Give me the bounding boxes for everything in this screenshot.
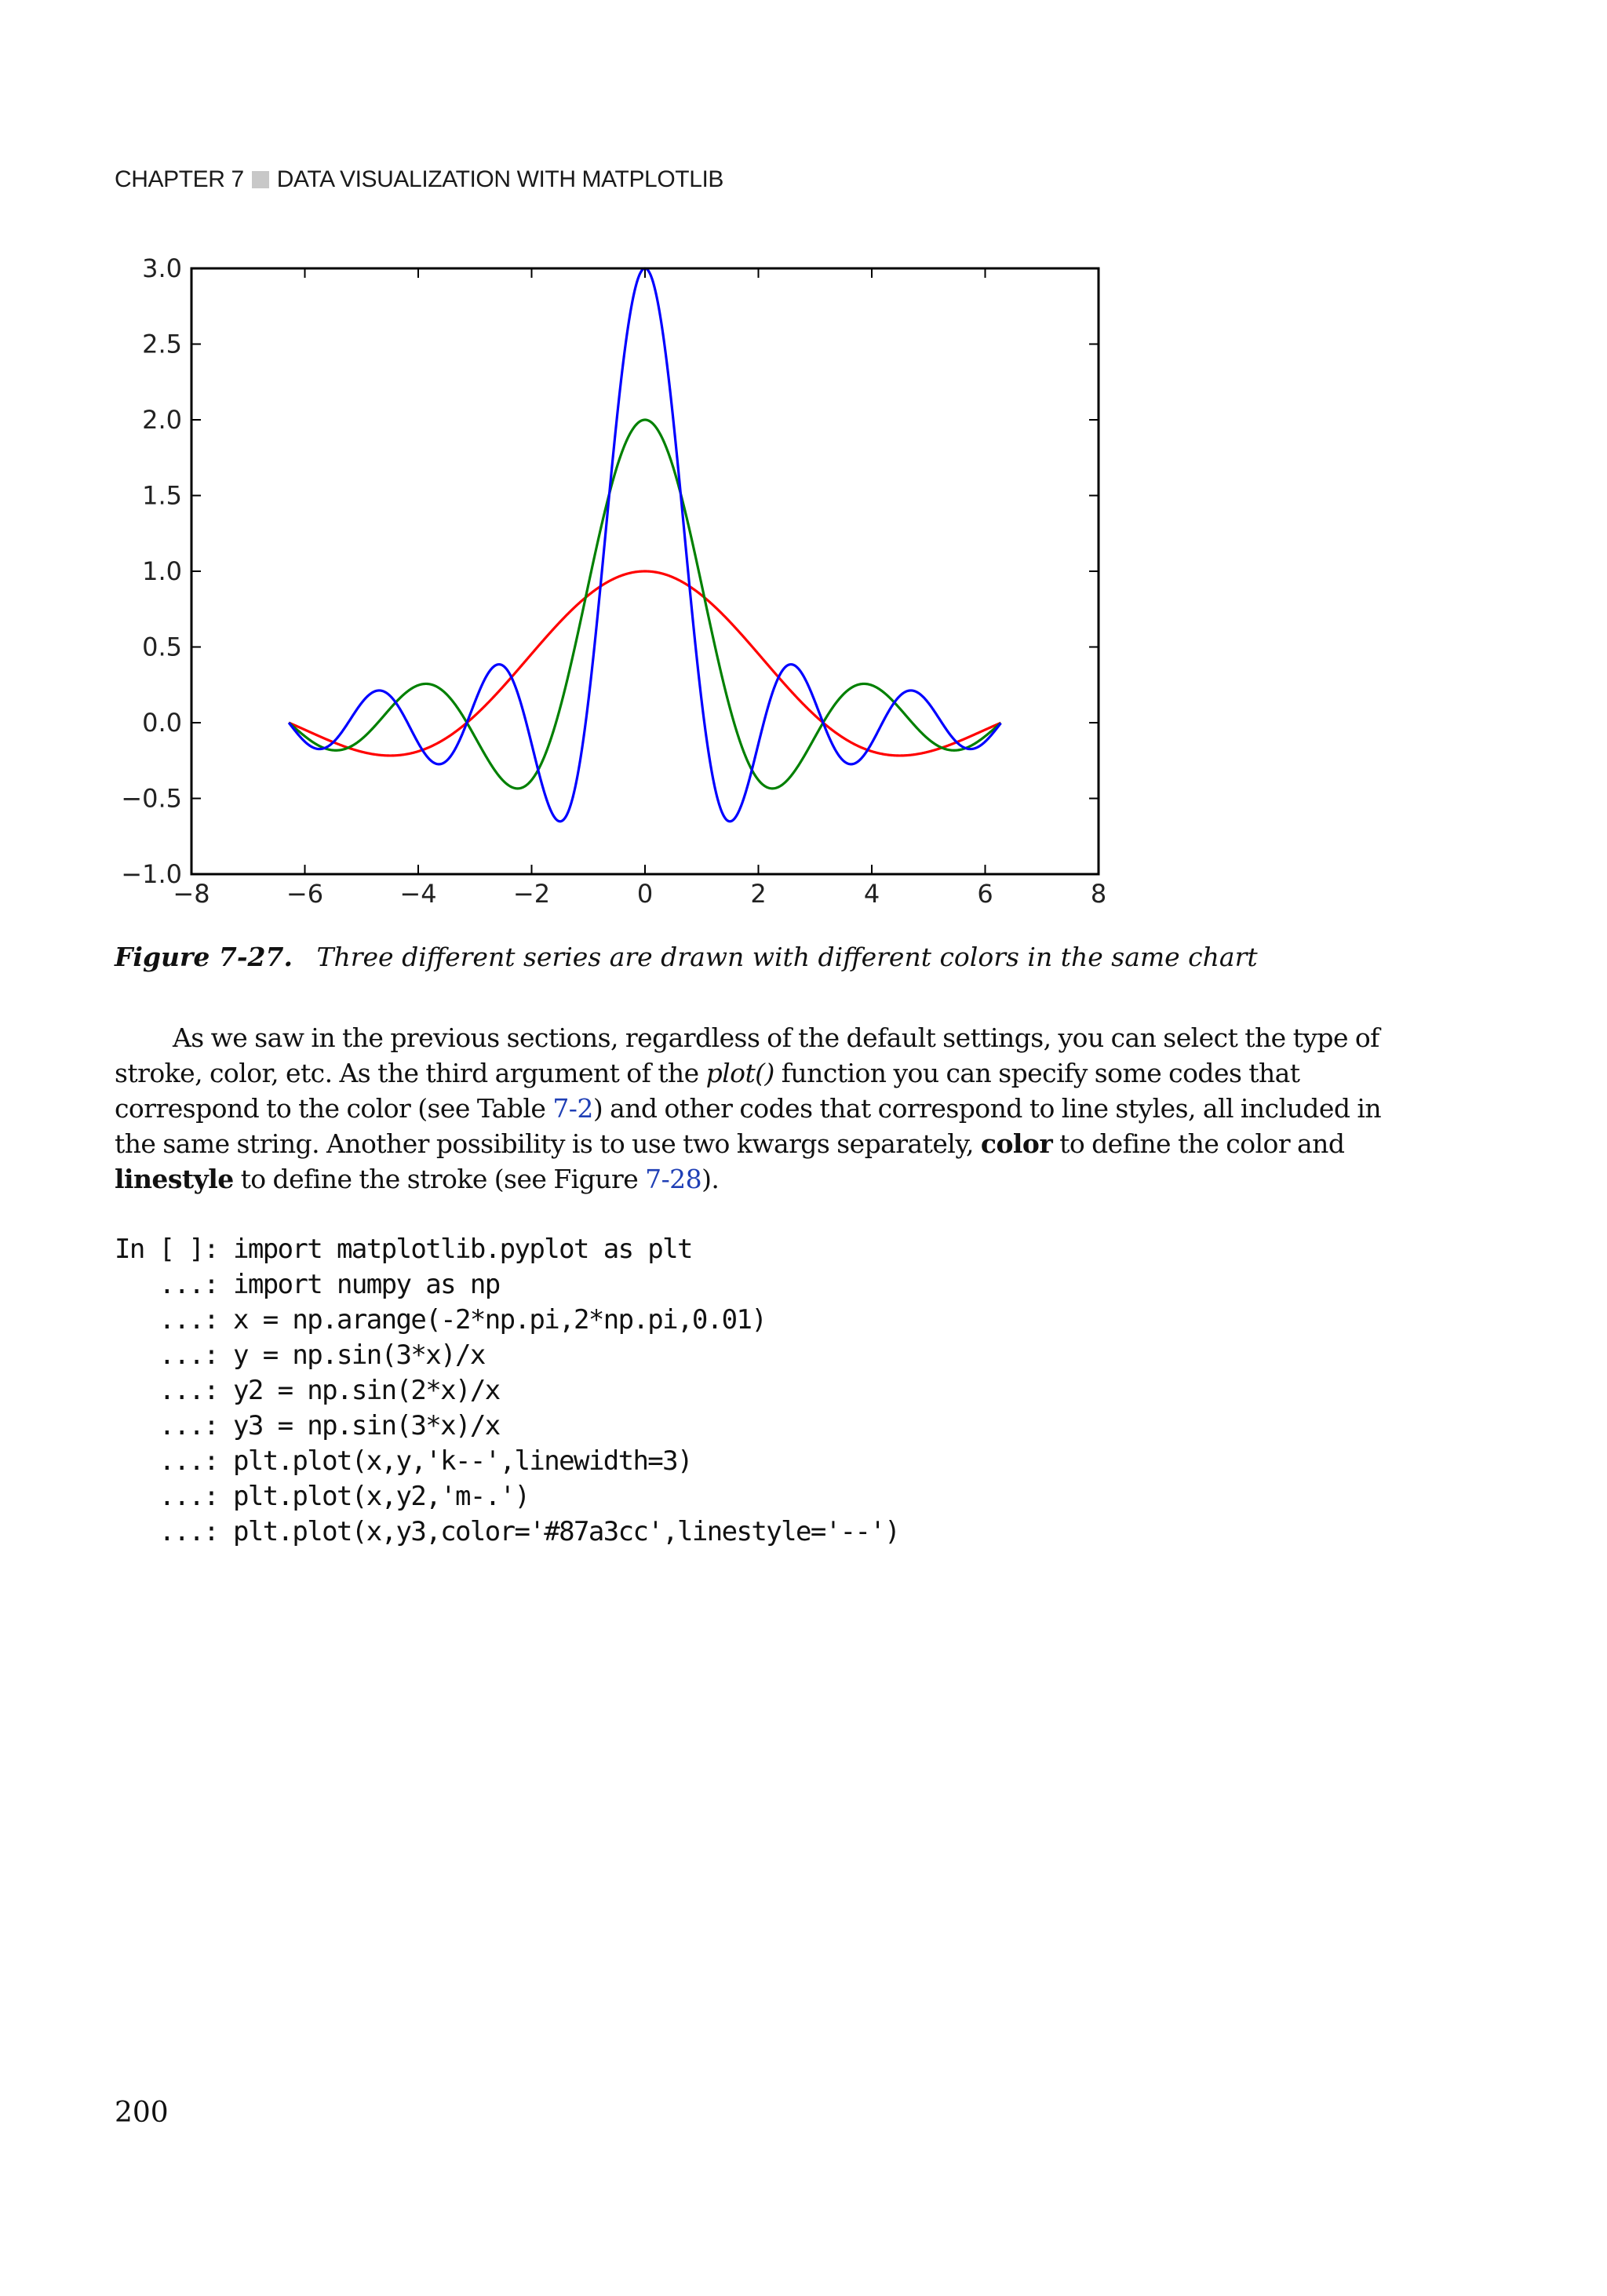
code-line: ...: y2 = np.sin(2*x)/x xyxy=(115,1375,500,1406)
paragraph-1: As we saw in the previous sections, regardless of the default settings, you can select the type of stroke, color, etc. As the third argument of the plot() function you can specify some codes that correspond to the color (see Table 7-2) and other codes that correspond to line styles, all included in the same string. Another possibility is to use two kwargs separately, color to define the color and linestyle to define the stroke (see Figure 7-28). xyxy=(115,1022,1382,1194)
x-tick-label: −2 xyxy=(512,879,551,909)
figure-caption-text: Three different series are drawn with different colors in the same chart xyxy=(316,942,1258,972)
x-tick-label: −4 xyxy=(399,879,437,909)
code-line: ...: plt.plot(x,y,'k--',linewidth=3) xyxy=(115,1445,692,1477)
series-line-008000 xyxy=(289,420,1000,789)
y-tick-label: 2.5 xyxy=(142,329,182,359)
kwarg-color: color xyxy=(980,1128,1053,1159)
code-line: ...: plt.plot(x,y2,'m-.') xyxy=(115,1481,530,1512)
x-tick-label: 0 xyxy=(636,879,654,909)
code-listing xyxy=(115,1232,899,1550)
x-tick-label: 2 xyxy=(750,879,767,909)
sinc-line-chart xyxy=(115,250,1111,932)
series-line-ff0000 xyxy=(289,571,1000,756)
x-tick-label: 8 xyxy=(1090,879,1107,909)
y-tick-label: 2.0 xyxy=(142,405,182,435)
code-line: ...: y3 = np.sin(3*x)/x xyxy=(115,1410,500,1441)
header-separator-square xyxy=(252,171,269,188)
running-header xyxy=(115,166,723,193)
y-tick-label: 3.0 xyxy=(142,253,182,283)
y-tick-label: −1.0 xyxy=(121,859,182,889)
kwarg-linestyle: linestyle xyxy=(115,1164,234,1194)
figure-label: Figure 7-27. xyxy=(115,942,293,972)
code-line: ...: plt.plot(x,y3,color='#87a3cc',linestyle='--') xyxy=(115,1516,900,1547)
link-table-7-2[interactable]: 7-2 xyxy=(552,1093,593,1124)
figure-chart xyxy=(115,250,1111,932)
code-line: ...: x = np.arange(-2*np.pi,2*np.pi,0.01) xyxy=(115,1304,767,1336)
x-tick-label: −6 xyxy=(286,879,324,909)
x-tick-label: 4 xyxy=(863,879,880,909)
code-line: ...: y = np.sin(3*x)/x xyxy=(115,1339,485,1371)
y-tick-label: 1.5 xyxy=(142,480,182,511)
y-tick-label: 0.5 xyxy=(142,632,182,662)
code-line: ...: import numpy as np xyxy=(115,1269,500,1300)
x-tick-label: 6 xyxy=(977,879,993,909)
chapter-title: DATA VISUALIZATION WITH MATPLOTLIB xyxy=(276,166,724,192)
link-figure-7-28[interactable]: 7-28 xyxy=(645,1164,702,1194)
x-tick-label: −8 xyxy=(173,879,210,909)
body-paragraph xyxy=(115,1020,1417,1197)
chapter-label: CHAPTER 7 xyxy=(115,166,244,192)
page-number: 200 xyxy=(115,2097,169,2129)
y-tick-label: 0.0 xyxy=(142,708,182,738)
y-tick-label: 1.0 xyxy=(142,556,182,586)
inline-code-plot: plot() xyxy=(705,1058,774,1088)
figure-caption xyxy=(115,942,1258,972)
series-line-0000ff xyxy=(289,268,1000,822)
code-line: In [ ]: import matplotlib.pyplot as plt xyxy=(115,1234,692,1265)
y-tick-label: −0.5 xyxy=(121,783,182,814)
